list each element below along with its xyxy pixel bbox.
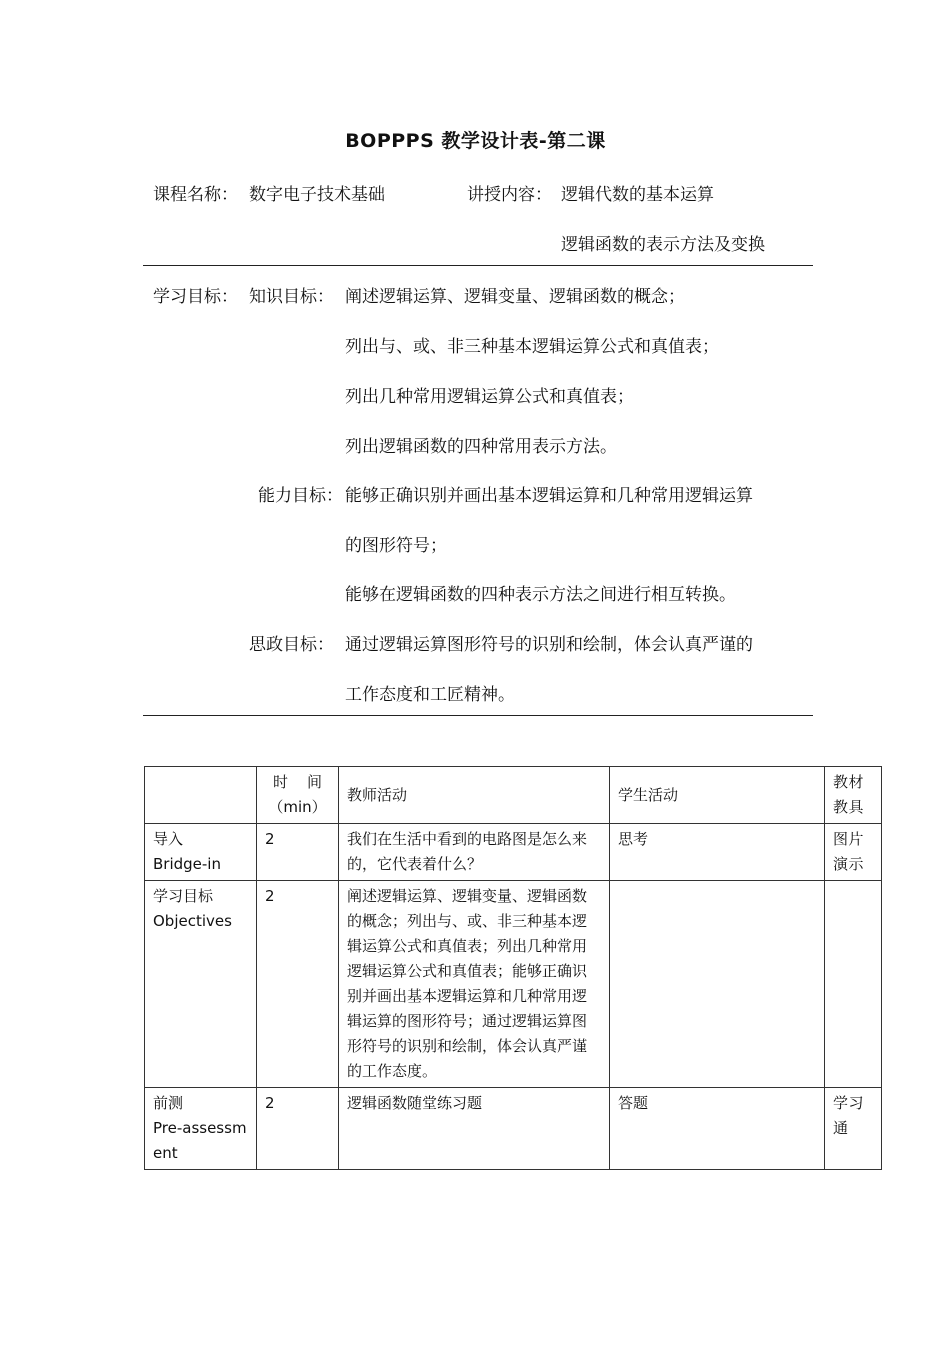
table-row [145, 1088, 882, 1170]
content-line-1: 逻辑代数的基本运算 [561, 185, 714, 205]
stage-cn: 前测 [153, 1094, 184, 1112]
objectives-label: 学习目标： [153, 287, 238, 307]
student-cell: 思考 [610, 824, 825, 881]
stage-en: Pre-assessment [153, 1119, 247, 1162]
header-materials: 教材教具 [825, 767, 882, 824]
knowledge-label: 知识目标： [249, 287, 334, 307]
stage-cell [145, 824, 257, 881]
knowledge-line: 列出与、或、非三种基本逻辑运算公式和真值表； [345, 337, 719, 357]
student-cell: 答题 [610, 1088, 825, 1170]
header-student: 学生活动 [610, 767, 825, 824]
table-row [145, 824, 882, 881]
course-name-value: 数字电子技术基础 [249, 185, 385, 205]
ability-label: 能力目标： [258, 486, 343, 506]
knowledge-line: 列出几种常用逻辑运算公式和真值表； [345, 387, 634, 407]
ability-line: 的图形符号； [345, 536, 447, 556]
ability-line: 能够在逻辑函数的四种表示方法之间进行相互转换。 [345, 585, 736, 605]
teacher-cell: 逻辑函数随堂练习题 [339, 1088, 610, 1170]
header-time [257, 767, 339, 824]
page-title: BOPPPS 教学设计表-第二课 [345, 130, 606, 152]
lesson-plan-table [144, 766, 882, 1170]
stage-cell [145, 881, 257, 1088]
content-line-2: 逻辑函数的表示方法及变换 [561, 235, 765, 255]
ability-line: 能够正确识别并画出基本逻辑运算和几种常用逻辑运算 [345, 486, 753, 506]
ideology-line: 通过逻辑运算图形符号的识别和绘制，体会认真严谨的 [345, 635, 753, 655]
materials-cell: 学习通 [825, 1088, 882, 1170]
divider-bottom [143, 715, 813, 716]
table-header-row [145, 767, 882, 824]
header-teacher: 教师活动 [339, 767, 610, 824]
teacher-cell: 阐述逻辑运算、逻辑变量、逻辑函数的概念；列出与、或、非三种基本逻辑运算公式和真值表；列出几种常用逻辑运算公式和真值表；能够正确识别并画出基本逻辑运算和几种常用逻辑运算的图形符号；通过逻辑运算图形符号的识别和绘制，体会认真严谨的工作态度。 [339, 881, 610, 1088]
knowledge-line: 列出逻辑函数的四种常用表示方法。 [345, 437, 617, 457]
stage-cn: 导入 [153, 830, 184, 848]
stage-en: Objectives [153, 912, 232, 930]
knowledge-line: 阐述逻辑运算、逻辑变量、逻辑函数的概念； [345, 287, 685, 307]
header-time-label: 时 间 [272, 773, 323, 791]
divider-top [143, 265, 813, 266]
header-stage [145, 767, 257, 824]
ideology-label: 思政目标： [249, 635, 334, 655]
materials-cell [825, 881, 882, 1088]
time-cell: 2 [257, 881, 339, 1088]
stage-cell [145, 1088, 257, 1170]
table-row [145, 881, 882, 1088]
content-label: 讲授内容： [467, 185, 552, 205]
header-time-unit: （min） [268, 798, 327, 816]
time-cell: 2 [257, 1088, 339, 1170]
ideology-line: 工作态度和工匠精神。 [345, 685, 515, 705]
student-cell [610, 881, 825, 1088]
materials-cell: 图片演示 [825, 824, 882, 881]
stage-en: Bridge-in [153, 855, 221, 873]
teacher-cell: 我们在生活中看到的电路图是怎么来的，它代表着什么？ [339, 824, 610, 881]
time-cell: 2 [257, 824, 339, 881]
course-name-label: 课程名称： [153, 185, 238, 205]
stage-cn: 学习目标 [153, 887, 214, 905]
